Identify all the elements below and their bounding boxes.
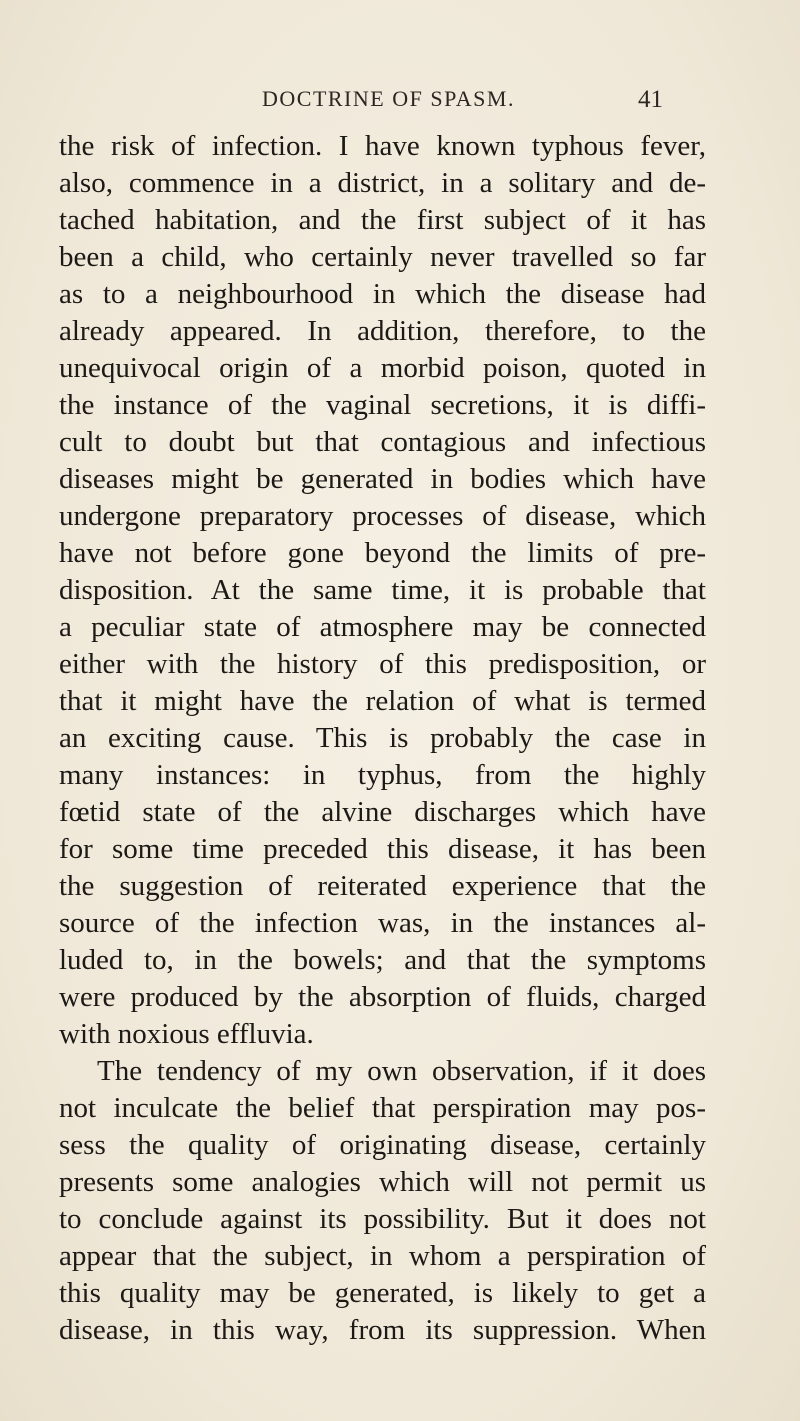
text-line: were produced by the absorption of fluids, charged <box>59 981 706 1013</box>
text-line: also, commence in a district, in a solitary and de- <box>59 167 706 199</box>
text-line: already appeared. In addition, therefore, to the <box>59 315 706 347</box>
text-line: source of the infection was, in the instances al- <box>59 907 706 939</box>
text-line: tached habitation, and the first subject of it has <box>59 204 706 236</box>
text-line: with noxious effluvia. <box>59 1018 314 1050</box>
text-line: many instances: in typhus, from the highly <box>59 759 706 791</box>
text-line: unequivocal origin of a morbid poison, quoted in <box>59 352 706 384</box>
text-line: have not before gone beyond the limits of pre- <box>59 537 706 569</box>
text-line: diseases might be generated in bodies which have <box>59 463 706 495</box>
text-line: sess the quality of originating disease, certainly <box>59 1129 706 1161</box>
text-line: for some time preceded this disease, it has been <box>59 833 706 865</box>
text-line: not inculcate the belief that perspiration may pos- <box>59 1092 706 1124</box>
text-line: The tendency of my own observation, if it does <box>97 1055 706 1087</box>
text-line: that it might have the relation of what is termed <box>59 685 706 717</box>
text-line: luded to, in the bowels; and that the symptoms <box>59 944 706 976</box>
text-line: disposition. At the same time, it is probable that <box>59 574 706 606</box>
page-number: 41 <box>638 86 663 113</box>
text-line: fœtid state of the alvine discharges which have <box>59 796 706 828</box>
text-line: the instance of the vaginal secretions, it is diffi- <box>59 389 706 421</box>
text-line: as to a neighbourhood in which the disease had <box>59 278 706 310</box>
text-line: the suggestion of reiterated experience that the <box>59 870 706 902</box>
page-header <box>0 86 800 126</box>
running-head: DOCTRINE OF SPASM. <box>262 86 515 111</box>
text-line: cult to doubt but that contagious and infectious <box>59 426 706 458</box>
text-line: either with the history of this predisposition, or <box>59 648 706 680</box>
text-line: an exciting cause. This is probably the case in <box>59 722 706 754</box>
text-line: a peculiar state of atmosphere may be connected <box>59 611 706 643</box>
text-line: this quality may be generated, is likely to get a <box>59 1277 706 1309</box>
text-line: disease, in this way, from its suppression. When <box>59 1314 706 1346</box>
text-line: the risk of infection. I have known typhous fever, <box>59 130 706 162</box>
text-line: been a child, who certainly never travelled so far <box>59 241 706 273</box>
text-line: appear that the subject, in whom a perspiration of <box>59 1240 706 1272</box>
text-line: to conclude against its possibility. But it does not <box>59 1203 706 1235</box>
text-line: undergone preparatory processes of disease, which <box>59 500 706 532</box>
text-line: presents some analogies which will not permit us <box>59 1166 706 1198</box>
